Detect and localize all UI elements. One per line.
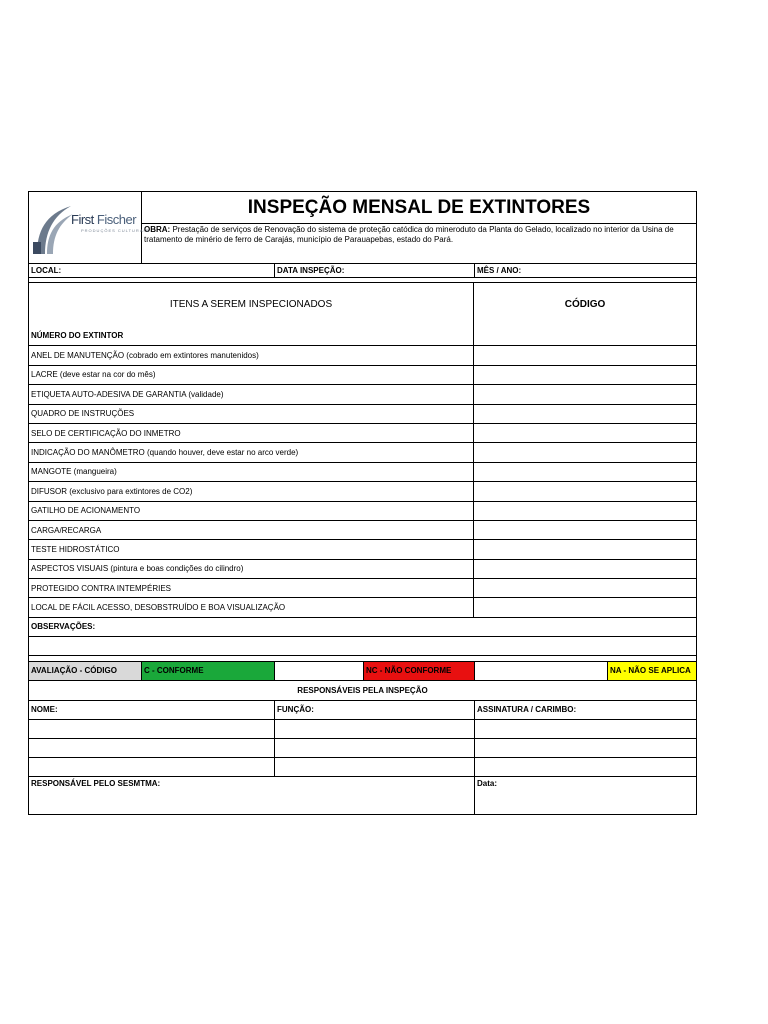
inspection-form [28, 191, 697, 815]
mes-ano-field[interactable]: MÊS / ANO: [474, 264, 696, 277]
item-code-cell[interactable] [473, 443, 696, 461]
item-label: INDICAÇÃO DO MANÔMETRO (quando houver, deve estar no arco verde) [31, 448, 299, 458]
table-row [29, 442, 696, 461]
nome-header: NOME: [31, 705, 58, 715]
table-row [29, 597, 696, 616]
sesmtma-date-field[interactable]: Data: [474, 777, 696, 814]
form-title: INSPEÇÃO MENSAL DE EXTINTORES [142, 192, 696, 224]
item-code-cell[interactable] [473, 521, 696, 539]
funcao-field[interactable] [274, 720, 474, 738]
logo-brand-second: Fischer [96, 211, 137, 227]
table-row [29, 365, 696, 384]
funcao-field[interactable] [274, 758, 474, 776]
item-code-cell[interactable] [473, 482, 696, 500]
nome-field[interactable] [29, 739, 274, 757]
item-label: ASPECTOS VISUAIS (pintura e boas condições do cilindro) [31, 564, 244, 574]
logo [29, 192, 150, 263]
item-label: TESTE HIDROSTÁTICO [31, 544, 120, 554]
spacer-row [29, 277, 696, 282]
item-label: PROTEGIDO CONTRA INTEMPÉRIES [31, 583, 172, 593]
obra-text: Prestação de serviços de Renovação do sistema de proteção catódica do mineroduto da Planta do Gelado, localizado no interior da Usina de tratamento de minério de ferro de Carajás, município de Parauapebas, estado do Pará. [144, 225, 674, 244]
responsaveis-title: RESPONSÁVEIS PELA INSPEÇÃO [297, 685, 428, 695]
table-row [29, 384, 696, 403]
assinatura-field[interactable] [474, 720, 696, 738]
item-label: ANEL DE MANUTENÇÃO (cobrado em extintores manutenidos) [31, 351, 259, 361]
item-code-cell[interactable] [473, 502, 696, 520]
assinatura-header: ASSINATURA / CARIMBO: [474, 701, 696, 719]
signature-row [29, 738, 696, 757]
item-code-cell[interactable] [473, 366, 696, 384]
table-row [29, 559, 696, 578]
table-row [29, 520, 696, 539]
item-label: LACRE (deve estar na cor do mês) [31, 370, 156, 380]
item-label: QUADRO DE INSTRUÇÕES [31, 409, 135, 419]
table-row [29, 539, 696, 558]
item-label: CARGA/RECARGA [31, 525, 102, 535]
item-code-cell[interactable] [473, 346, 696, 364]
item-code-cell[interactable] [473, 424, 696, 442]
item-code-cell[interactable] [473, 463, 696, 481]
observacoes-row [29, 617, 696, 636]
spacer-row [29, 655, 696, 661]
table-row [29, 501, 696, 520]
item-code-cell[interactable] [473, 579, 696, 597]
location-date-row [29, 263, 696, 277]
item-label: MANGOTE (mangueira) [31, 467, 117, 477]
assinatura-field[interactable] [474, 758, 696, 776]
obra-description [142, 224, 696, 263]
item-label: GATILHO DE ACIONAMENTO [31, 506, 141, 516]
item-code-cell[interactable] [473, 326, 696, 345]
table-row [29, 345, 696, 364]
items-list [29, 326, 696, 617]
local-field[interactable]: LOCAL: [31, 266, 62, 275]
col-items-header: ITENS A SEREM INSPECIONADOS [169, 299, 333, 310]
sesmtma-field[interactable]: RESPONSÁVEL PELO SESMTMA: [31, 778, 161, 788]
logo-brand-first: First [71, 211, 94, 227]
signature-row [29, 719, 696, 738]
funcao-field[interactable] [274, 739, 474, 757]
table-row [29, 423, 696, 442]
table-row [29, 481, 696, 500]
sesmtma-row [29, 776, 696, 814]
funcao-header: FUNÇÃO: [274, 701, 474, 719]
table-row [29, 404, 696, 423]
col-code-header: CÓDIGO [473, 283, 696, 326]
item-label: ETIQUETA AUTO-ADESIVA DE GARANTIA (validade) [31, 389, 224, 399]
item-label: DIFUSOR (exclusivo para extintores de CO2) [31, 486, 193, 496]
logo-tagline: PRODUÇÕES CULTURAIS [81, 227, 150, 233]
assinatura-field[interactable] [474, 739, 696, 757]
responsaveis-title-row [29, 680, 696, 700]
table-row [29, 462, 696, 481]
item-code-cell[interactable] [473, 560, 696, 578]
data-inspecao-field[interactable]: DATA INSPEÇÃO: [274, 264, 474, 277]
obra-label: OBRA: [144, 225, 171, 234]
table-row [29, 326, 696, 345]
signature-row [29, 757, 696, 776]
observacoes-field[interactable] [29, 636, 696, 655]
legend-nao-conforme: NC - NÃO CONFORME [363, 662, 474, 680]
item-code-cell[interactable] [473, 385, 696, 403]
item-code-cell[interactable] [473, 405, 696, 423]
evaluation-label: AVALIAÇÃO - CÓDIGO [29, 662, 141, 680]
item-code-cell[interactable] [473, 598, 696, 616]
legend-nao-aplica: NA - NÃO SE APLICA [607, 662, 696, 680]
observacoes-label: OBSERVAÇÕES: [31, 622, 96, 632]
item-label: SELO DE CERTIFICAÇÃO DO INMETRO [31, 428, 181, 438]
responsaveis-header [29, 700, 696, 719]
logo-swoosh-icon [31, 202, 75, 256]
form-header [29, 192, 696, 263]
nome-field[interactable] [29, 720, 274, 738]
evaluation-legend [29, 661, 696, 680]
item-code-cell[interactable] [473, 540, 696, 558]
item-label: NÚMERO DO EXTINTOR [31, 331, 124, 341]
legend-conforme: C - CONFORME [141, 662, 274, 680]
item-label: LOCAL DE FÁCIL ACESSO, DESOBSTRUÍDO E BOA VISUALIZAÇÃO [31, 603, 286, 613]
table-row [29, 578, 696, 597]
nome-field[interactable] [29, 758, 274, 776]
items-header [29, 282, 696, 326]
